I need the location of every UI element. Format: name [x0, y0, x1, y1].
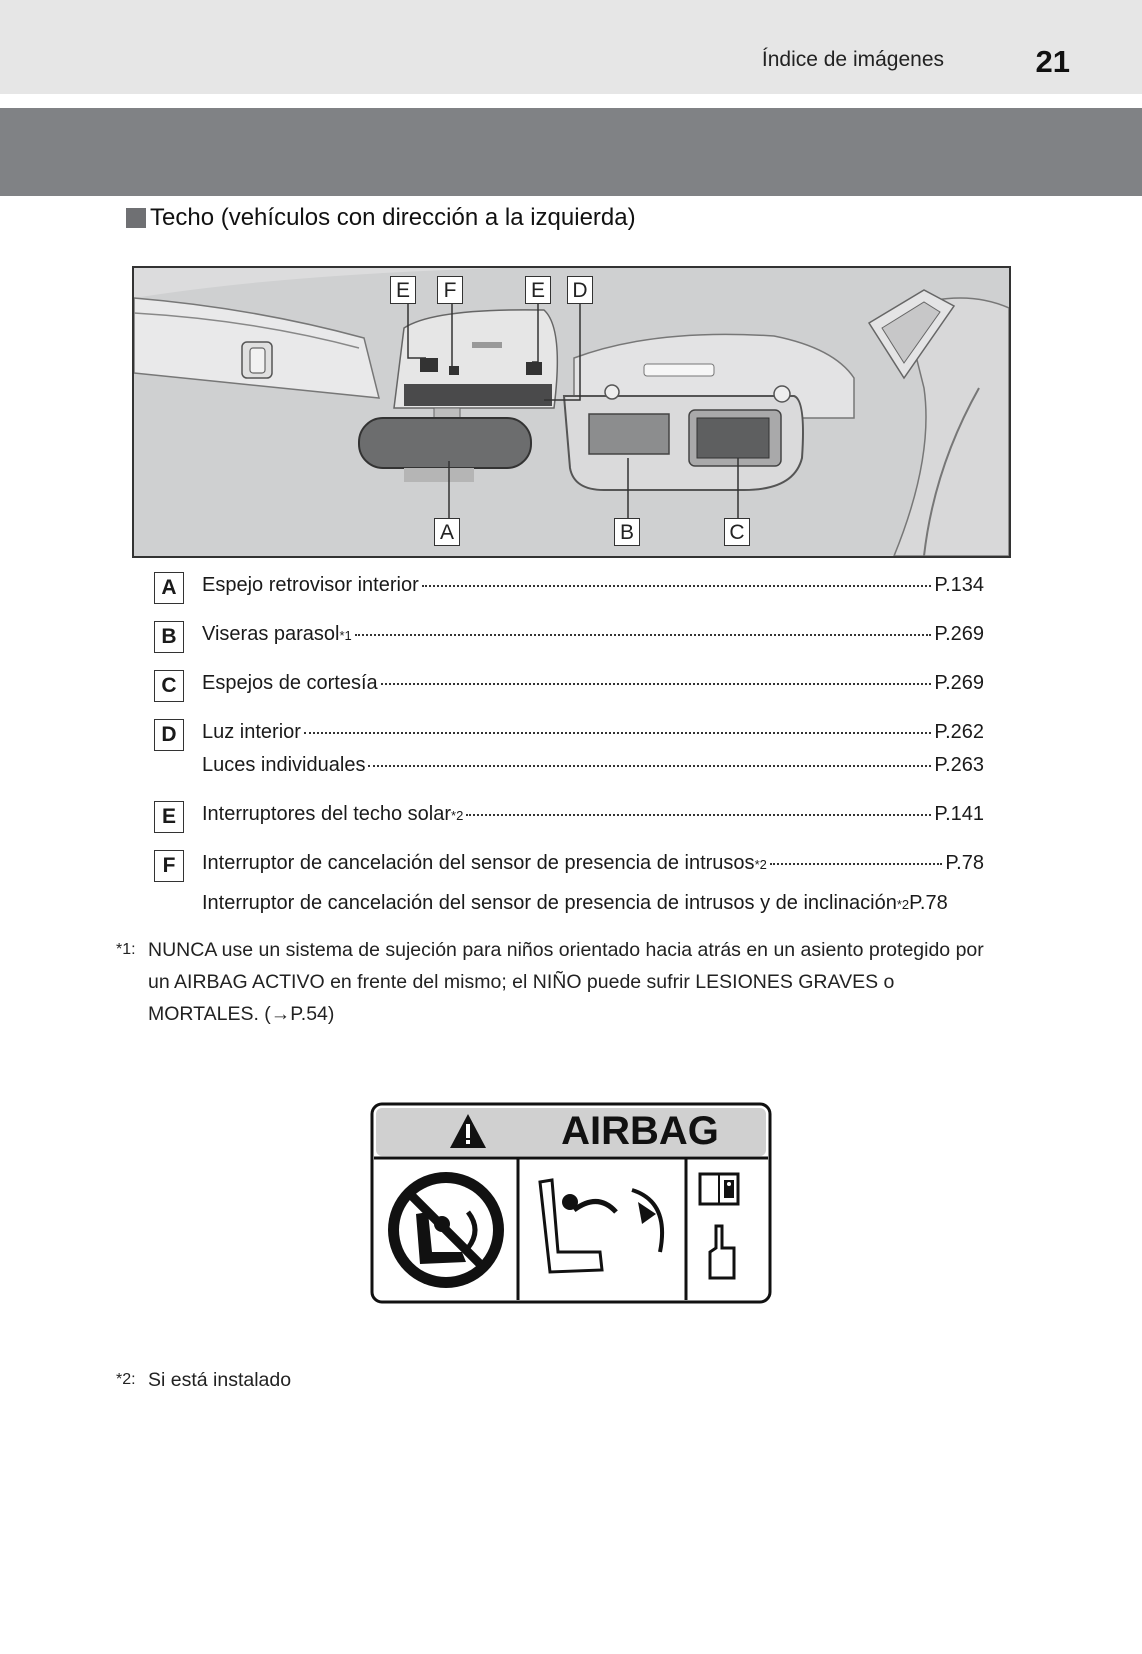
callout-e-left: E [390, 276, 416, 304]
legend-item [154, 719, 984, 753]
page-reference: P.263 [934, 754, 984, 776]
page-reference: P.78 [945, 852, 984, 874]
legend-item [154, 621, 984, 655]
legend-label: Viseras parasol [202, 623, 340, 645]
airbag-warning-label [370, 1102, 772, 1304]
page-reference: P.141 [934, 803, 984, 825]
legend-label: Interruptores del techo solar [202, 803, 452, 825]
legend-letter: B [154, 621, 184, 653]
footnote-1 [116, 934, 1008, 1030]
legend-item [154, 572, 984, 606]
legend-label: Espejos de cortesía [202, 672, 378, 694]
page-reference: P.78 [909, 892, 948, 914]
legend-letter: F [154, 850, 184, 882]
legend-item [154, 801, 984, 835]
section-title [126, 204, 636, 232]
warning-label-title: AIRBAG [561, 1109, 719, 1153]
legend-letter: E [154, 801, 184, 833]
legend-label: Luz interior [202, 721, 301, 743]
page-reference: P.262 [934, 721, 984, 743]
footnote-text: NUNCA use un sistema de sujeción para niños orientado hacia atrás en un asiento protegido por un AIRBAG ACTIVO en frente del mismo; el NIÑO puede sufrir LESIONES GRAVES o MORTALES. (→P.54) [148, 939, 984, 1025]
callout-a: A [434, 518, 460, 546]
legend-item [154, 670, 984, 704]
legend-item [154, 890, 984, 924]
legend-label: Interruptor de cancelación del sensor de presencia de intrusos y de inclinación [202, 892, 897, 914]
legend-item [154, 850, 984, 884]
callout-e-right: E [525, 276, 551, 304]
section-band [0, 108, 1142, 196]
callout-b: B [614, 518, 640, 546]
header-band [0, 0, 1142, 94]
footnote-2 [116, 1364, 1008, 1396]
legend-letter: A [154, 572, 184, 604]
section-title-text: Techo (vehículos con dirección a la izquierda) [150, 204, 636, 231]
legend-label: Espejo retrovisor interior [202, 574, 419, 596]
page-reference: P.269 [934, 672, 984, 694]
callout-f: F [437, 276, 463, 304]
legend-label: Interruptor de cancelación del sensor de presencia de intrusos [202, 852, 755, 874]
legend-label: Luces individuales [202, 754, 366, 776]
legend-letter: C [154, 670, 184, 702]
page-reference: P.134 [934, 574, 984, 596]
footnote-marker: *1 [339, 628, 352, 643]
page-number: 21 [1035, 44, 1070, 79]
footnote-marker: *2 [754, 857, 767, 872]
page-reference: P.269 [934, 623, 984, 645]
footnote-text: Si está instalado [148, 1369, 292, 1391]
footnote-mark: *1: [116, 941, 136, 958]
callout-c: C [724, 518, 750, 546]
footnote-marker: *2 [896, 897, 910, 912]
legend-item [154, 752, 984, 786]
roof-illustration [132, 266, 1011, 558]
legend-letter: D [154, 719, 184, 751]
footnote-marker: *2 [451, 808, 464, 823]
header-title: Índice de imágenes [761, 48, 944, 71]
footnote-mark: *2: [116, 1371, 136, 1388]
callout-d: D [567, 276, 593, 304]
square-bullet-icon [126, 208, 146, 228]
